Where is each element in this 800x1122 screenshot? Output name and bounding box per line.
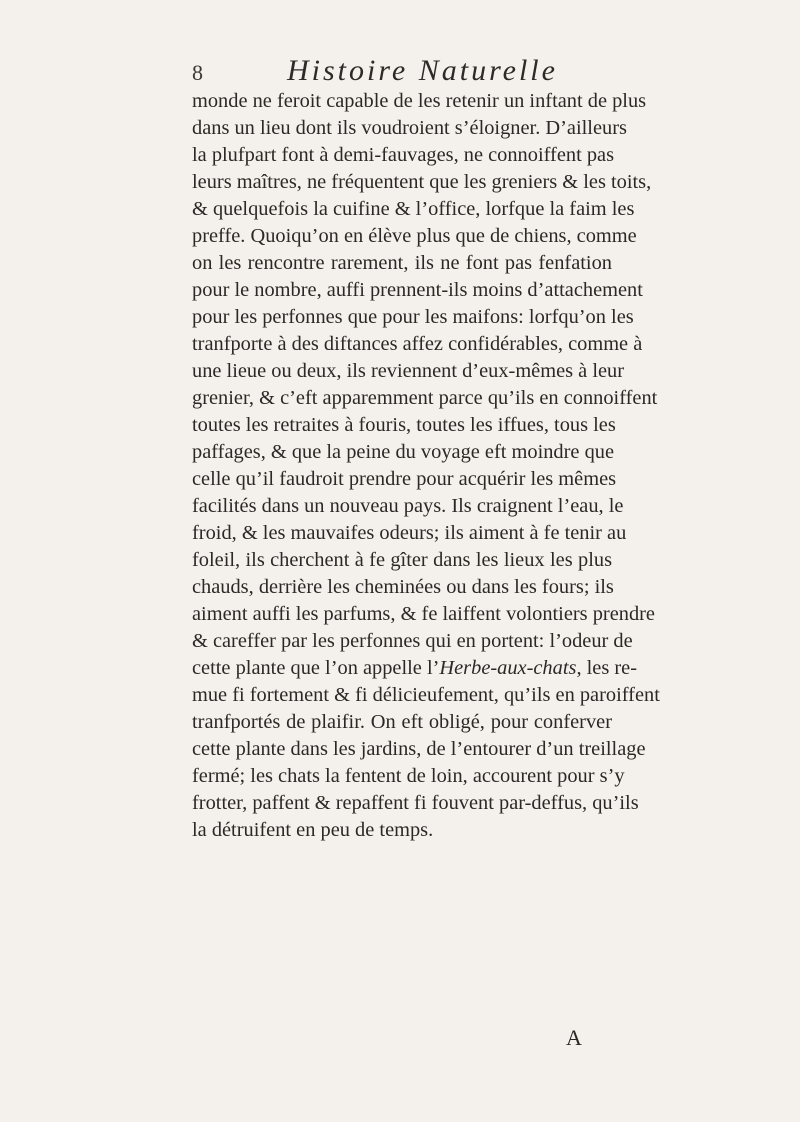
- text-line: preffe. Quoiqu’on en élève plus que de chiens, comme: [192, 225, 637, 247]
- text-line: & careffer par les perfonnes qui en portent: l’odeur de: [192, 630, 633, 652]
- text-line: & quelquefois la cuifine & l’office, lorfque la faim les: [192, 198, 635, 220]
- text-line: facilités dans un nouveau pays. Ils craignent l’eau, le: [192, 495, 624, 517]
- text-line: grenier, & c’eft apparemment parce qu’ils en connoiffent: [192, 387, 658, 409]
- text-line: pour le nombre, auffi prennent-ils moins d’attachement: [192, 279, 643, 301]
- text-line: paffages, & que la peine du voyage eft moindre que: [192, 441, 615, 463]
- text-line: chauds, derrière les cheminées ou dans les fours; ils: [192, 576, 614, 598]
- plant-name-italic: Herbe-aux-chats: [439, 657, 577, 679]
- text-line: leurs maîtres, ne fréquentent que les greniers & les toits,: [192, 171, 652, 193]
- running-title: Histoire Naturelle: [287, 54, 558, 87]
- text-line: tranfportés de plaifir. On eft obligé, pour conferver: [192, 711, 612, 733]
- text-line: on les rencontre rarement, ils ne font pas fenfation: [192, 252, 612, 274]
- text-segment: cette plante que l’on appelle l’: [192, 657, 440, 679]
- text-line: toutes les retraites à fouris, toutes les iffues, tous les: [192, 414, 616, 436]
- text-line: aiment auffi les parfums, & fe laiffent volontiers prendre: [192, 603, 655, 625]
- body-text: [192, 88, 660, 844]
- catchword: A: [566, 1025, 582, 1050]
- text-line-with-italic: [192, 655, 638, 682]
- text-line: foleil, ils cherchent à fe gîter dans les lieux les plus: [192, 549, 612, 571]
- text-line: fermé; les chats la fentent de loin, accourent pour s’y: [192, 765, 625, 787]
- text-line: celle qu’il faudroit prendre pour acquérir les mêmes: [192, 468, 617, 490]
- text-line: tranfporte à des diftances affez confidérables, comme à: [192, 333, 643, 355]
- text-line: monde ne feroit capable de les retenir un inftant de plus: [192, 90, 647, 112]
- text-line: une lieue ou deux, ils reviennent d’eux-mêmes à leur: [192, 360, 625, 382]
- text-line: frotter, paffent & repaffent fi fouvent par-deffus, qu’ils: [192, 792, 639, 814]
- text-line: cette plante dans les jardins, de l’entourer d’un treillage: [192, 738, 646, 760]
- text-line: la plufpart font à demi-fauvages, ne connoiffent pas: [192, 144, 615, 166]
- text-line: dans un lieu dont ils voudroient s’éloigner. D’ailleurs: [192, 117, 627, 139]
- text-line: mue fi fortement & fi délicieufement, qu’ils en paroiffent: [192, 684, 660, 706]
- text-line-last: la détruifent en peu de temps.: [192, 819, 434, 841]
- page-number: 8: [192, 60, 203, 85]
- text-line: pour les perfonnes que pour les maifons: lorfqu’on les: [192, 306, 634, 328]
- text-line: froid, & les mauvaifes odeurs; ils aiment à fe tenir au: [192, 522, 627, 544]
- text-segment: , les re-: [576, 657, 638, 679]
